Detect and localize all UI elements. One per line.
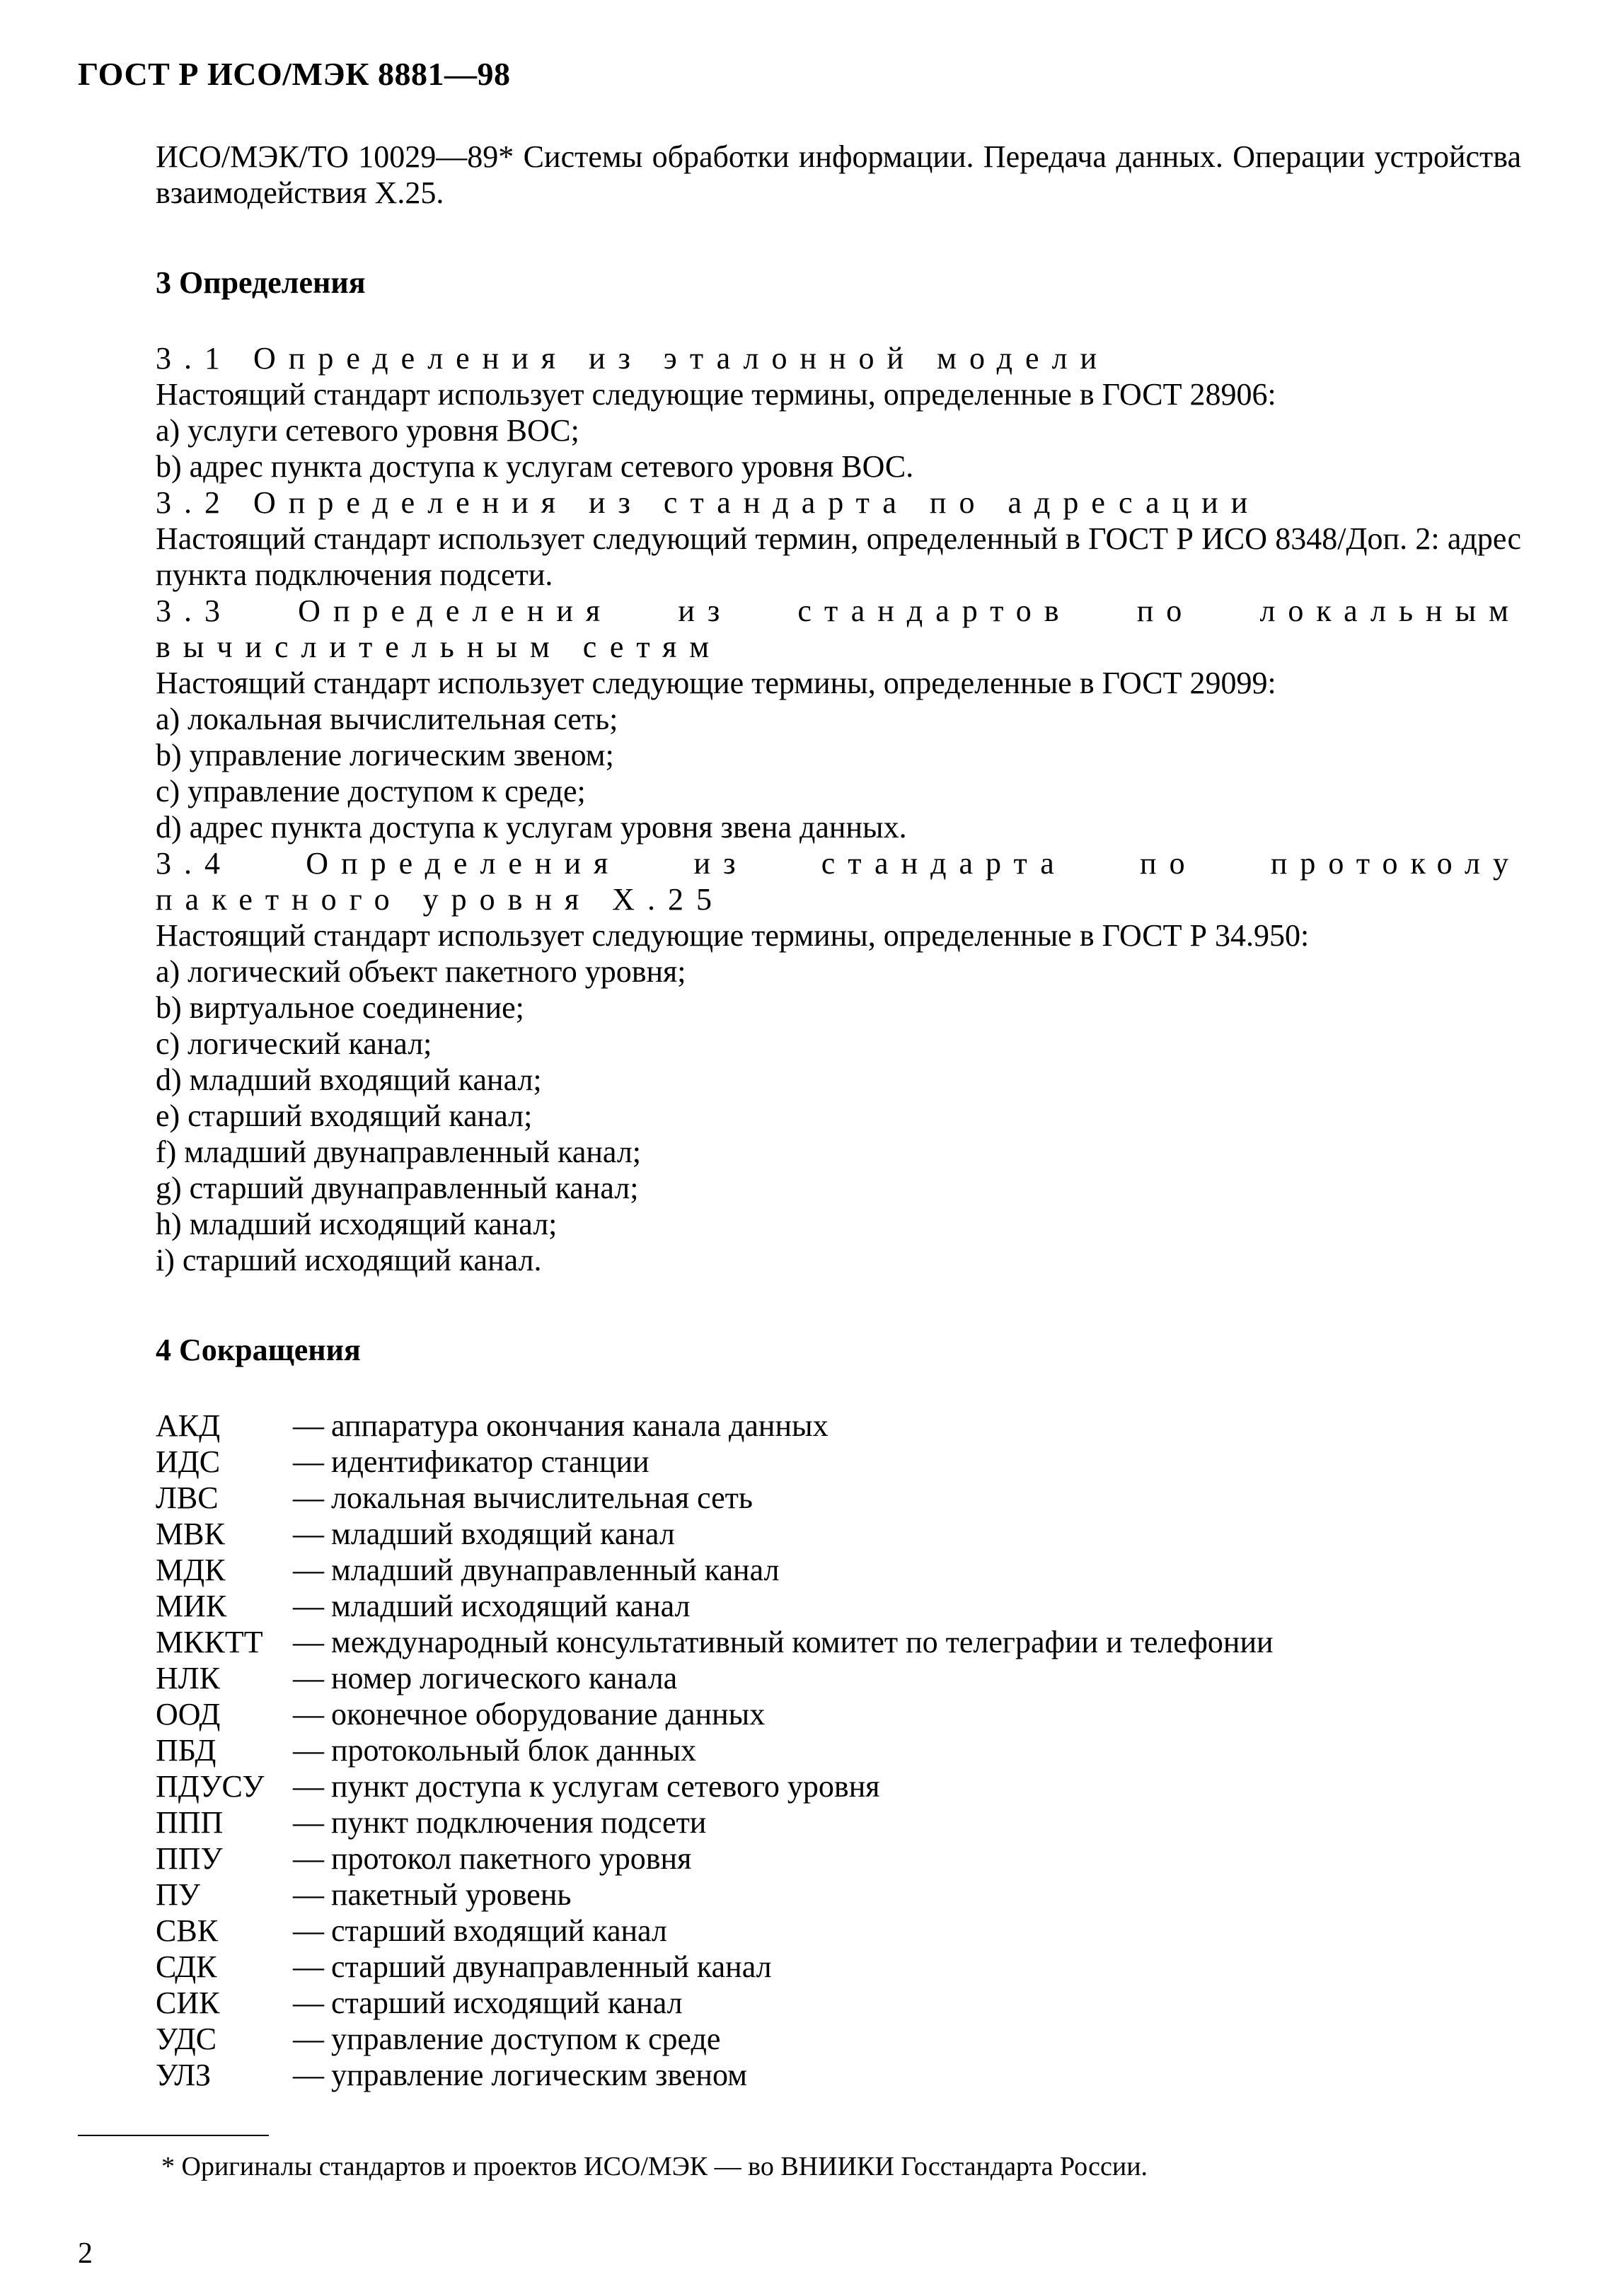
abbreviation-dash: — [293, 1553, 324, 1587]
list-item: g) старший двунаправленный канал; [156, 1171, 639, 1205]
abbreviation-definition: пакетный уровень [331, 1877, 572, 1912]
list-item: d) адрес пункта доступа к услугам уровня звена данных. [156, 810, 907, 845]
abbreviation-code: ПУ [156, 1877, 200, 1912]
abbreviation-definition: международный консультативный комитет по телеграфии и телефонии [331, 1625, 1274, 1659]
abbreviation-code: СИК [156, 1985, 220, 2020]
list-item: a) локальная вычислительная сеть; [156, 702, 618, 736]
abbreviation-code: СВК [156, 1913, 219, 1948]
abbreviation-dash: — [293, 1913, 324, 1948]
abbreviation-code: МДК [156, 1553, 226, 1587]
abbreviation-dash: — [293, 1769, 324, 1804]
abbreviation-row [156, 2021, 1274, 2057]
abbreviation-row [156, 2057, 1274, 2093]
list-item: a) услуги сетевого уровня ВОС; [156, 413, 579, 448]
abbreviation-code: ПДУСУ [156, 1769, 265, 1804]
subsection-3-1-text: Настоящий стандарт использует следующие термины, определенные в ГОСТ 28906: [156, 377, 1276, 412]
abbreviation-row [156, 1516, 1274, 1552]
list-item: i) старший исходящий канал. [156, 1243, 542, 1277]
abbreviation-dash: — [293, 1877, 324, 1912]
abbreviation-row [156, 1949, 1274, 1985]
subsection-3-3-text: Настоящий стандарт использует следующие термины, определенные в ГОСТ 29099: [156, 666, 1276, 700]
subsection-3-4-text: Настоящий стандарт использует следующие термины, определенные в ГОСТ Р 34.950: [156, 918, 1310, 953]
abbreviation-definition: управление логическим звеном [331, 2058, 747, 2092]
footnote-divider [78, 2135, 269, 2136]
abbreviation-dash: — [293, 1697, 324, 1732]
list-item: b) виртуальное соединение; [156, 990, 524, 1025]
abbreviation-definition: старший двунаправленный канал [331, 1949, 772, 1984]
abbreviation-definition: старший исходящий канал [331, 1985, 683, 2020]
abbreviation-definition: пункт подключения подсети [331, 1805, 707, 1840]
section-4-title: 4 Сокращения [156, 1333, 361, 1367]
abbreviation-code: МККТТ [156, 1625, 263, 1659]
abbreviation-code: СДК [156, 1949, 217, 1984]
abbreviations-table [156, 1408, 1274, 2093]
list-item: f) младший двунаправленный канал; [156, 1135, 641, 1169]
abbreviation-dash: — [293, 1805, 324, 1840]
list-item: c) логический канал; [156, 1026, 432, 1061]
abbreviation-dash: — [293, 1661, 324, 1695]
abbreviation-definition: старший входящий канал [331, 1913, 667, 1948]
abbreviation-definition: номер логического канала [331, 1661, 678, 1695]
abbreviation-dash: — [293, 2022, 324, 2056]
intro-paragraph: ИСО/МЭК/ТО 10029—89* Системы обработки информации. Передача данных. Операции устройства взаимодействия X.25. [156, 139, 1521, 210]
abbreviation-code: ППП [156, 1805, 224, 1840]
abbreviation-dash: — [293, 1480, 324, 1515]
abbreviation-dash: — [293, 1949, 324, 1984]
abbreviation-definition: управление доступом к среде [331, 2022, 721, 2056]
list-item: c) управление доступом к среде; [156, 774, 586, 808]
abbreviation-row [156, 1768, 1274, 1804]
abbreviation-row [156, 1696, 1274, 1732]
subsection-3-2-title: 3.2 Определения из стандарта по адресации [156, 485, 1261, 520]
abbreviation-code: МВК [156, 1517, 225, 1551]
document-header: ГОСТ Р ИСО/МЭК 8881—98 [78, 56, 511, 92]
abbreviation-definition: младший входящий канал [331, 1517, 675, 1551]
list-item: e) старший входящий канал; [156, 1098, 533, 1133]
abbreviation-code: НЛК [156, 1661, 220, 1695]
abbreviation-row [156, 1444, 1274, 1480]
list-item: d) младший входящий канал; [156, 1062, 542, 1097]
abbreviation-definition: протокол пакетного уровня [331, 1841, 692, 1876]
document-body [78, 139, 1521, 2093]
abbreviation-dash: — [293, 1841, 324, 1876]
abbreviation-row [156, 1985, 1274, 2021]
abbreviation-dash: — [293, 1589, 324, 1623]
abbreviation-row [156, 1732, 1274, 1768]
abbreviation-dash: — [293, 1733, 324, 1768]
abbreviation-code: УЛЗ [156, 2058, 212, 2092]
abbreviation-code: ПБД [156, 1733, 217, 1768]
list-item: b) адрес пункта доступа к услугам сетевого уровня ВОС. [156, 449, 914, 484]
abbreviation-code: АКД [156, 1408, 221, 1443]
abbreviation-dash: — [293, 1408, 324, 1443]
abbreviation-code: ЛВС [156, 1480, 219, 1515]
abbreviation-definition: младший исходящий канал [331, 1589, 691, 1623]
abbreviation-definition: младший двунаправленный канал [331, 1553, 780, 1587]
abbreviation-row [156, 1877, 1274, 1913]
abbreviation-definition: оконечное оборудование данных [331, 1697, 766, 1732]
abbreviation-definition: локальная вычислительная сеть [331, 1480, 753, 1515]
abbreviation-row [156, 1913, 1274, 1949]
list-item: h) младший исходящий канал; [156, 1207, 558, 1241]
abbreviation-code: МИК [156, 1589, 227, 1623]
page-number: 2 [78, 2237, 93, 2270]
abbreviation-row [156, 1588, 1274, 1624]
subsection-3-3-title: 3.3 Определения из стандартов по локальным вычислительным сетям [156, 593, 1521, 664]
abbreviation-definition: пункт доступа к услугам сетевого уровня [331, 1769, 880, 1804]
abbreviation-row [156, 1552, 1274, 1588]
abbreviation-definition: аппаратура окончания канала данных [331, 1408, 829, 1443]
list-item: a) логический объект пакетного уровня; [156, 954, 686, 989]
abbreviation-dash: — [293, 1517, 324, 1551]
list-item: b) управление логическим звеном; [156, 738, 614, 772]
abbreviation-row [156, 1624, 1274, 1660]
abbreviation-row [156, 1660, 1274, 1696]
footnote: * Оригиналы стандартов и проектов ИСО/МЭК — во ВНИИКИ Госстандарта России. [161, 2152, 1148, 2181]
subsection-3-1-title: 3.1 Определения из эталонной модели [156, 341, 1110, 376]
abbreviation-row [156, 1840, 1274, 1877]
section-3-title: 3 Определения [156, 265, 366, 300]
abbreviation-row [156, 1408, 1274, 1444]
abbreviation-dash: — [293, 1985, 324, 2020]
abbreviation-code: ИДС [156, 1444, 221, 1479]
abbreviation-code: УДС [156, 2022, 217, 2056]
abbreviation-row [156, 1804, 1274, 1840]
abbreviation-definition: идентификатор станции [331, 1444, 650, 1479]
subsection-3-2-text: Настоящий стандарт использует следующий термин, определенный в ГОСТ Р ИСО 8348/Доп. 2: адрес пункта подключения подсети. [156, 521, 1521, 592]
abbreviation-code: ООД [156, 1697, 221, 1732]
subsection-3-4-title: 3.4 Определения из стандарта по протоколу пакетного уровня X.25 [156, 846, 1521, 917]
abbreviation-dash: — [293, 1625, 324, 1659]
abbreviation-dash: — [293, 1444, 324, 1479]
abbreviation-row [156, 1480, 1274, 1516]
abbreviation-definition: протокольный блок данных [331, 1733, 697, 1768]
abbreviation-dash: — [293, 2058, 324, 2092]
abbreviation-code: ППУ [156, 1841, 223, 1876]
